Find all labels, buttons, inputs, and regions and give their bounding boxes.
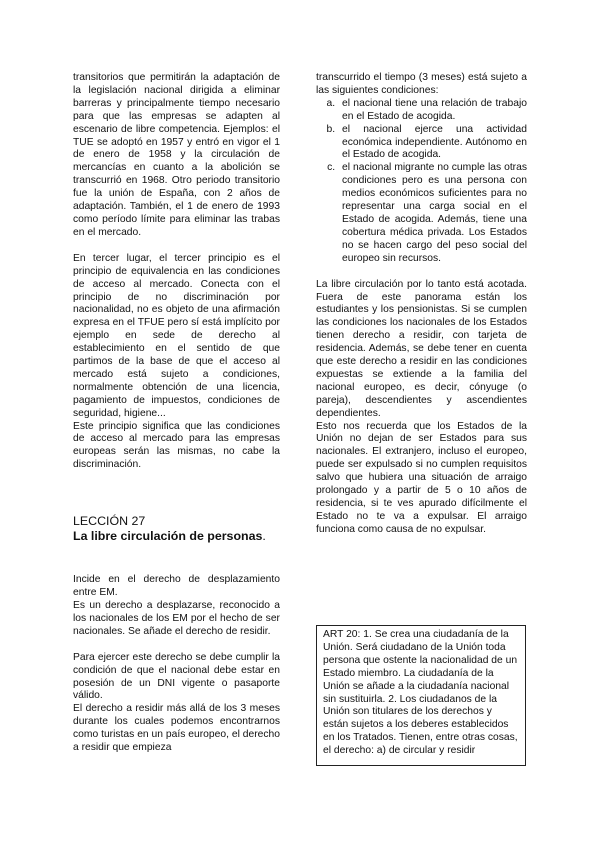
paragraph-conditions-intro: transcurrido el tiempo (3 meses) está sujeto a las siguientes condiciones: [316, 72, 527, 96]
list-item: b. el nacional ejerce una actividad económica independiente. Autónomo en el Estado de acogida. [338, 124, 527, 163]
list-item: c. el nacional migrante no cumple las otras condiciones pero es una persona con medios económicos suficientes para no representar una carga social en el Estado de acogida. Además, tiene una cobertura médica privada. Los Estados no se hacen cargo del peso social del europeo sin recursos. [338, 162, 527, 265]
lesson-number: LECCIÓN 27 [73, 514, 146, 529]
paragraph-transitional-periods: transitorios que permitirán la adaptación de la legislación nacional dirigida a eliminar barreras y principalmente tiempo necesario para que las empresas se adapten al escenario de libre competencia. Ejemplos: el TUE se adoptó en 1957 y entró en vigor el 1 de enero de 1958 y la circulación de mercancías en cuanto a la abolición se transcurrió en 1968. Otro periodo transitorio fue la unión de España, con 2 años de adaptación. También, el 1 de enero de 1993 como período límite para eliminar las trabas en el mercado. [73, 72, 280, 238]
article-20-text: ART 20: 1. Se crea una ciudadanía de la Unión. Será ciudadano de la Unión toda persona que ostente la nacionalidad de un Estado miembro. La ciudadanía de la Unión se añade a la ciudadanía nacional sin sustituirla. 2. Los ciudadanos de la Unión son titulares de los derechos y están sujetos a los deberes establecidos en los Tratados. Tienen, entre otras cosas, el derecho: a) de circular y residir [323, 629, 518, 757]
paragraph-displacement: Incide en el derecho de desplazamiento entre EM. [73, 574, 280, 599]
paragraph-right-to-move: Es un derecho a desplazarse, reconocido a los nacionales de los EM por el hecho de ser nacionales. Se añade el derecho de residir. [73, 600, 280, 637]
paragraph-dni-condition: Para ejercer este derecho se debe cumplir la condición de que el nacional debe estar en posesión de un DNI vigente o pasaporte válido. [73, 651, 280, 702]
article-20-box [316, 625, 526, 766]
lesson-title-text: La libre circulación de personas [73, 529, 263, 544]
left-column [73, 72, 280, 755]
conditions-list [316, 98, 527, 266]
paragraph-equivalence-principle: En tercer lugar, el tercer principio es el principio de equivalencia en las condiciones de acceso al mercado. Conecta con el principio de no discriminación por nacionalidad, no es objeto de una afirmación expresa en el TFUE pero sí está implícito por ejemplo en sede de derecho al establecimiento en el sentido de que partimos de la base de que el acceso al mercado está sujeto a condiciones, normalmente obtención de una licencia, pagamiento de impuestos, condiciones de seguridad, higiene... [73, 252, 280, 419]
paragraph-expulsion: Esto nos recuerda que los Estados de la Unión no dejan de ser Estados para sus nacionales. El extranjero, incluso el europeo, puede ser expulsado si no cumplen requisitos salvo que hubiera una situación de arraigo prolongado y a partir de 5 o 10 años de residencia, si te ves apurado difícilmente el Estado no te va a expulsar. El arraigo funciona como causa de no expulsar. [316, 420, 527, 535]
paragraph-residence-right: El derecho a residir más allá de los 3 meses durante los cuales podemos encontrarnos como turistas en un país europeo, el derecho a residir que empieza [73, 703, 280, 754]
list-item: a. el nacional tiene una relación de trabajo en el Estado de acogida. [338, 98, 527, 124]
right-column [316, 72, 527, 537]
paragraph-non-discrimination: Este principio significa que las condiciones de acceso al mercado para las empresas europeas serán las mismas, no cabe la discriminación. [73, 420, 280, 471]
lesson-title-suffix: . [262, 529, 266, 544]
paragraph-limited-circulation: La libre circulación por lo tanto está acotada. Fuera de este panorama están los estudiantes y los pensionistas. Si se cumplen las condiciones los nacionales de los Estados tienen derecho a residir, con tarjeta de residencia. Además, se debe tener en cuenta que este derecho a residir en las condiciones expuestas se extiende a la familia del nacional europeo, es decir, cónyuge (o pareja), descendientes y ascendientes dependientes. [316, 278, 527, 419]
lesson-title [73, 528, 280, 544]
